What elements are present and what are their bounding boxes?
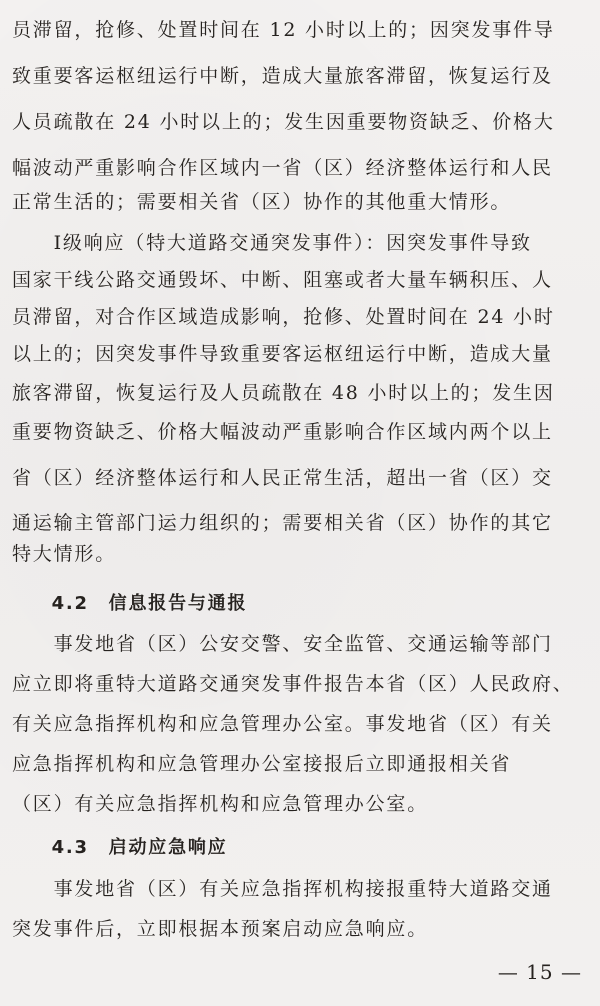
paragraph-line: 事发地省（区）公安交警、安全监管、交通运输等部门 xyxy=(12,633,553,655)
paragraph-line: 应急指挥机构和应急管理办公室接报后立即通报相关省 xyxy=(12,753,512,775)
paragraph-line: 重要物资缺乏、价格大幅波动严重影响合作区域内两个以上 xyxy=(12,421,553,443)
section-heading-4-2: 4.2 信息报告与通报 xyxy=(12,593,248,614)
paragraph-line: 突发事件后，立即根据本预案启动应急响应。 xyxy=(12,918,429,940)
paragraph-line: Ⅰ级响应（特大道路交通突发事件）：因突发事件导致 xyxy=(12,232,532,254)
paragraph-line: 有关应急指挥机构和应急管理办公室。事发地省（区）有关 xyxy=(12,713,553,735)
paragraph-line: 旅客滞留，恢复运行及人员疏散在 48 小时以上的；发生因 xyxy=(12,382,555,404)
paragraph-line: 人员疏散在 24 小时以上的；发生因重要物资缺乏、价格大 xyxy=(12,111,555,133)
paragraph-line: 国家干线公路交通毁坏、中断、阻塞或者大量车辆积压、人 xyxy=(12,269,553,291)
paragraph-line: 事发地省（区）有关应急指挥机构接报重特大道路交通 xyxy=(12,878,553,900)
paragraph-line: 幅波动严重影响合作区域内一省（区）经济整体运行和人民 xyxy=(12,157,553,179)
paragraph-line: 员滞留，抢修、处置时间在 12 小时以上的；因突发事件导 xyxy=(12,19,555,41)
paragraph-line: 以上的；因突发事件导致重要客运枢纽运行中断，造成大量 xyxy=(12,343,553,365)
section-heading-4-3: 4.3 启动应急响应 xyxy=(12,837,228,858)
paragraph-line: 致重要客运枢纽运行中断，造成大量旅客滞留，恢复运行及 xyxy=(12,65,553,87)
paragraph-line: 正常生活的；需要相关省（区）协作的其他重大情形。 xyxy=(12,191,512,213)
paragraph-line: （区）有关应急指挥机构和应急管理办公室。 xyxy=(12,793,429,815)
paragraph-line: 特大情形。 xyxy=(12,543,117,565)
paragraph-line: 员滞留，对合作区域造成影响，抢修、处置时间在 24 小时 xyxy=(12,306,555,328)
paragraph-line: 应立即将重特大道路交通突发事件报告本省（区）人民政府、 xyxy=(12,673,574,695)
paragraph-line: 省（区）经济整体运行和人民正常生活，超出一省（区）交 xyxy=(12,467,553,489)
paragraph-line: 通运输主管部门运力组织的；需要相关省（区）协作的其它 xyxy=(12,512,553,534)
page-number: — 15 — xyxy=(497,960,582,984)
